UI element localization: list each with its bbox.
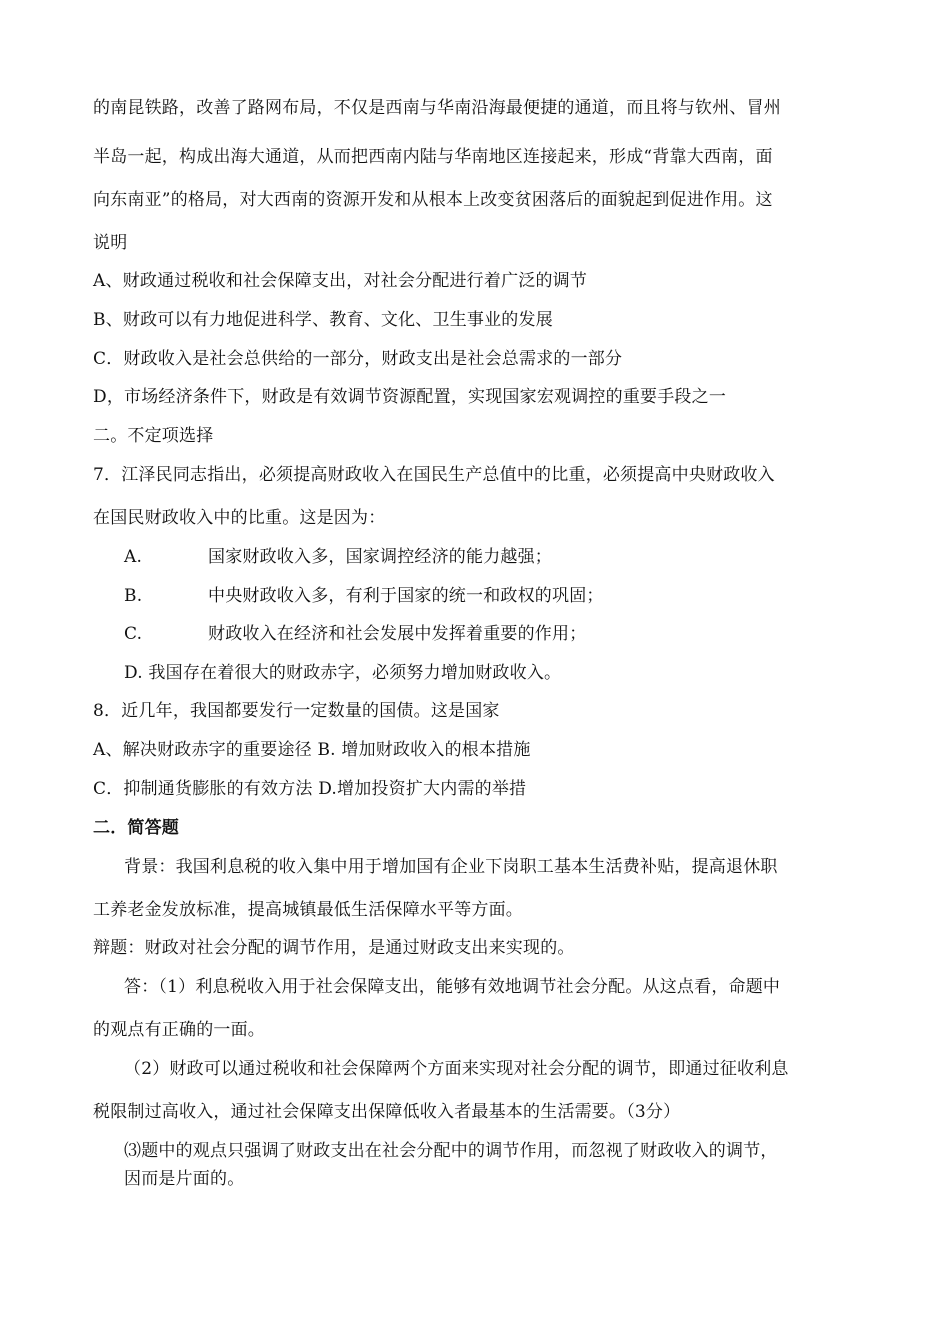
section-short-answer: 二．简答题 [93, 818, 179, 838]
background-line-1: 背景：我国利息税的收入集中用于增加国有企业下岗职工基本生活费补贴，提高退休职 [124, 857, 778, 877]
debate-topic: 辩题：财政对社会分配的调节作用，是通过财政支出来实现的。 [93, 938, 575, 958]
q7-option-a-text: 国家财政收入多，国家调控经济的能力越强； [208, 547, 552, 567]
intro-line-3: 向东南亚”的格局，对大西南的资源开发和从根本上改变贫困落后的面貌起到促进作用。这 [93, 190, 773, 210]
q6-option-b: B、财政可以有力地促进科学、教育、文化、卫生事业的发展 [93, 310, 553, 330]
q6-option-d: D，市场经济条件下，财政是有效调节资源配置，实现国家宏观调控的重要手段之一 [93, 387, 727, 407]
intro-line-4: 说明 [93, 233, 128, 253]
q7-option-d: D. 我国存在着很大的财政赤字，必须努力增加财政收入。 [124, 663, 562, 683]
background-line-2: 工养老金发放标准，提高城镇最低生活保障水平等方面。 [93, 900, 523, 920]
q7-option-a-label: A. [124, 547, 143, 567]
q7-option-b-label: B. [124, 586, 143, 606]
q8-options-ab: A、解决财政赤字的重要途径 B. 增加财政收入的根本措施 [93, 740, 531, 760]
q7-stem-line-1: 7．江泽民同志指出，必须提高财政收入在国民生产总值中的比重，必须提高中央财政收入 [93, 465, 775, 485]
answer-3-line-1: ⑶题中的观点只强调了财政支出在社会分配中的调节作用，而忽视了财政收入的调节， [124, 1141, 778, 1161]
intro-line-2: 半岛一起，构成出海大通道，从而把西南内陆与华南地区连接起来，形成“背靠大西南，面 [93, 147, 773, 167]
q7-stem-line-2: 在国民财政收入中的比重。这是因为： [93, 508, 386, 528]
q7-option-c-label: C. [124, 624, 143, 644]
q7-option-c-text: 财政收入在经济和社会发展中发挥着重要的作用； [208, 624, 587, 644]
answer-1-line-1: 答：（1）利息税收入用于社会保障支出，能够有效地调节社会分配。从这点看，命题中 [124, 977, 781, 997]
q6-option-a: A、财政通过税收和社会保障支出，对社会分配进行着广泛的调节 [93, 271, 588, 291]
answer-2-line-1: （2）财政可以通过税收和社会保障两个方面来实现对社会分配的调节，即通过征收利息 [124, 1059, 789, 1079]
answer-1-line-2: 的观点有正确的一面。 [93, 1020, 265, 1040]
answer-3-line-2: 因而是片面的。 [124, 1169, 245, 1189]
q7-option-a [124, 546, 552, 568]
answer-2-line-2: 税限制过高收入，通过社会保障支出保障低收入者最基本的生活需要。（3分） [93, 1102, 681, 1122]
q6-option-c: C．财政收入是社会总供给的一部分，财政支出是社会总需求的一部分 [93, 349, 623, 369]
q8-options-cd: C．抑制通货膨胀的有效方法 D.增加投资扩大内需的举措 [93, 779, 527, 799]
q7-option-c [124, 623, 586, 645]
q7-option-b-text: 中央财政收入多，有利于国家的统一和政权的巩固； [208, 586, 604, 606]
q7-option-b [124, 585, 604, 607]
intro-line-1: 的南昆铁路，改善了路网布局，不仅是西南与华南沿海最便捷的通道，而且将与钦州、冒州 [93, 98, 781, 118]
section-multiple-choice: 二。不定项选择 [93, 426, 214, 446]
q8-stem: 8．近几年，我国都要发行一定数量的国债。这是国家 [93, 701, 500, 721]
